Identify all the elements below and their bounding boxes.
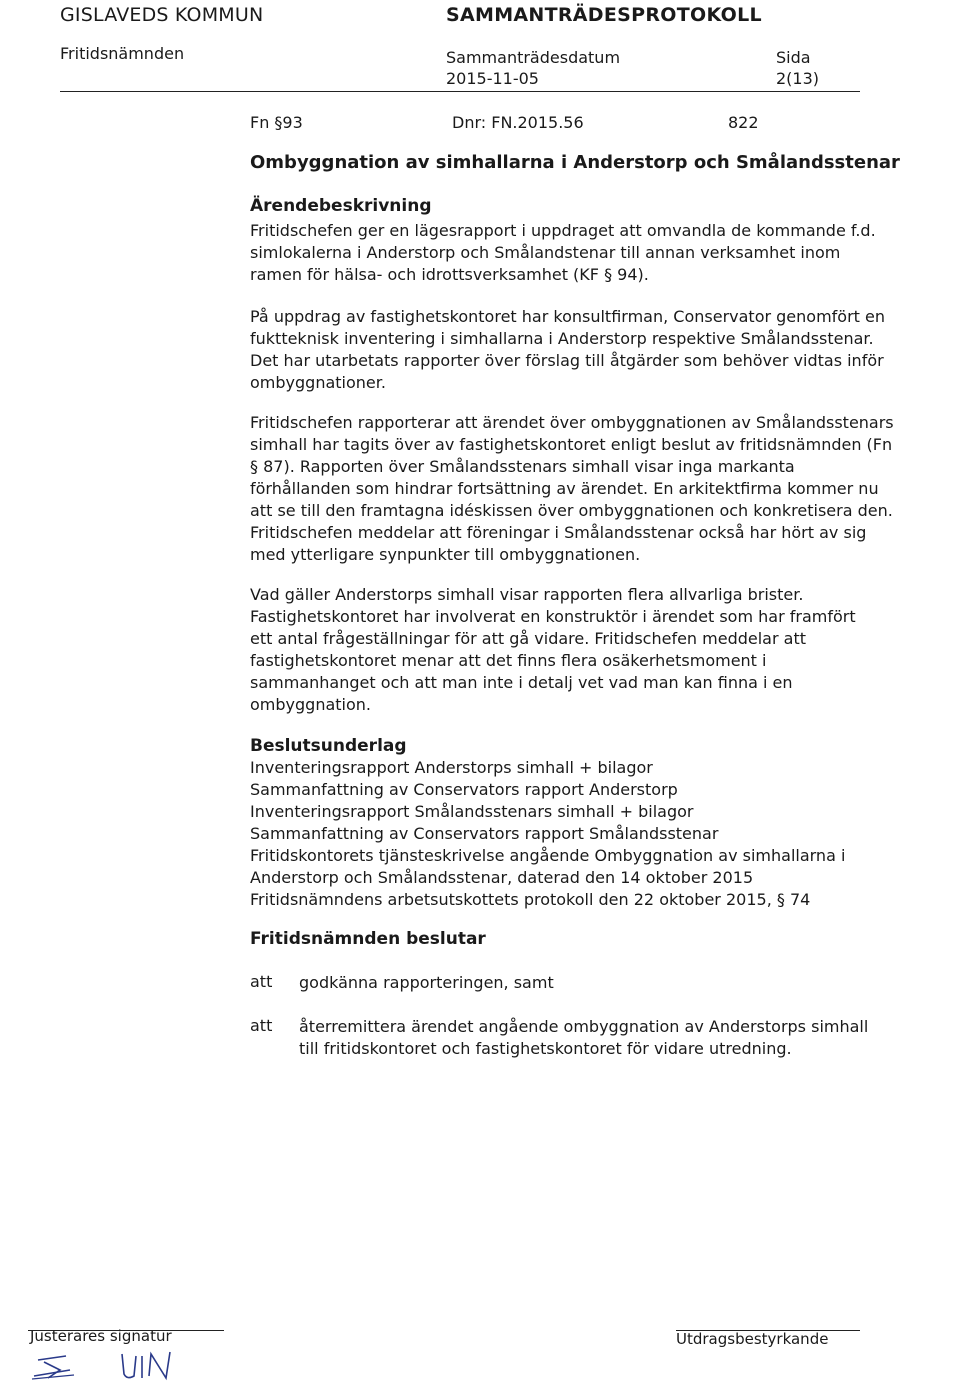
section-heading-beslutsunderlag: Beslutsunderlag <box>250 736 407 756</box>
footer-divider-left <box>28 1330 224 1331</box>
text-line: Det har utarbetats rapporter över förslag till åtgärder som behöver vidtas inför <box>250 351 884 370</box>
list-item: Fritidskontorets tjänsteskrivelse angående Ombyggnation av simhallarna i <box>250 846 846 865</box>
page-label: Sida <box>776 48 811 67</box>
text-line: med ytterligare synpunkter till ombyggnationen. <box>250 545 641 564</box>
list-item: Sammanfattning av Conservators rapport Smålandsstenar <box>250 824 719 843</box>
decision-att-label: att <box>250 972 273 991</box>
diary-number: Dnr: FN.2015.56 <box>452 113 584 132</box>
list-item: Fritidsnämndens arbetsutskottets protokoll den 22 oktober 2015, § 74 <box>250 890 811 909</box>
section-heading-beslutar: Fritidsnämnden beslutar <box>250 929 486 949</box>
list-item: Inventeringsrapport Anderstorps simhall + bilagor <box>250 758 653 777</box>
footer-divider-right <box>676 1330 860 1331</box>
header-divider <box>60 91 860 92</box>
section-heading-arendebeskrivning: Ärendebeskrivning <box>250 196 432 216</box>
text-line: § 87). Rapporten över Smålandsstenars simhall visar inga markanta <box>250 457 795 476</box>
archive-number: 822 <box>728 113 759 132</box>
text-line: Fritidschefen meddelar att föreningar i Smålandsstenar också har hört av sig <box>250 523 867 542</box>
text-line: simlokalerna i Anderstorp och Smålandstenar till annan verksamhet inom <box>250 243 841 262</box>
text-line: fuktteknisk inventering i simhallarna i Anderstorp respektive Smålandsstenar. <box>250 329 874 348</box>
text-line: Fritidschefen ger en lägesrapport i uppdraget att omvandla de kommande f.d. <box>250 221 876 240</box>
decision-basis-list <box>250 757 860 911</box>
page-number: 2(13) <box>776 69 820 88</box>
description-paragraph-3 <box>250 412 894 566</box>
paragraph-reference: Fn §93 <box>250 113 303 132</box>
text-line: Vad gäller Anderstorps simhall visar rapporten flera allvarliga brister. <box>250 585 804 604</box>
description-paragraph-1 <box>250 220 876 286</box>
list-item: Anderstorp och Smålandsstenar, daterad den 14 oktober 2015 <box>250 868 754 887</box>
description-paragraph-4 <box>250 584 860 716</box>
extract-certification-label: Utdragsbestyrkande <box>676 1330 829 1348</box>
signature-drawing <box>30 1348 210 1382</box>
handwritten-signature <box>30 1348 210 1386</box>
text-line: förhållanden som hindrar fortsättning av ärendet. En arkitektfirma kommer nu <box>250 479 879 498</box>
board-name: Fritidsnämnden <box>60 44 185 63</box>
meeting-date-value: 2015-11-05 <box>446 69 539 88</box>
text-line: ett antal frågeställningar för att gå vidare. Fritidschefen meddelar att <box>250 629 806 648</box>
text-line: Fastighetskontoret har involverat en konstruktör i ärendet som har framfört <box>250 607 856 626</box>
meeting-date-label: Sammanträdesdatum <box>446 48 621 67</box>
description-paragraph-2 <box>250 306 885 394</box>
adjuster-signature-label: Justerares signatur <box>30 1327 172 1345</box>
document-title: SAMMANTRÄDESPROTOKOLL <box>446 4 762 26</box>
text-line: fastighetskontoret menar att det finns flera osäkerhetsmoment i <box>250 651 767 670</box>
list-item: Inventeringsrapport Smålandsstenars simhall + bilagor <box>250 802 694 821</box>
text-line: På uppdrag av fastighetskontoret har konsultfirman, Conservator genomfört en <box>250 307 885 326</box>
organization-name: GISLAVEDS KOMMUN <box>60 4 264 26</box>
text-line: Fritidschefen rapporterar att ärendet över ombyggnationen av Smålandsstenars <box>250 413 894 432</box>
text-line: simhall har tagits över av fastighetskontoret enligt beslut av fritidsnämnden (Fn <box>250 435 893 454</box>
text-line: ramen för hälsa- och idrottsverksamhet (KF § 94). <box>250 265 649 284</box>
text-line: sammanhanget och att man inte i detalj vet vad man kan finna i en <box>250 673 793 692</box>
decision-att-label: att <box>250 1016 273 1035</box>
decision-text: återremittera ärendet angående ombyggnation av Anderstorps simhall till fritidskontoret och fastighetskontoret för vidare utredning. <box>299 1017 869 1058</box>
text-line: ombyggnationer. <box>250 373 386 392</box>
text-line: att se till den framtagna idéskissen över ombyggnationen och konkretisera den. <box>250 501 893 520</box>
text-line: ombyggnation. <box>250 695 371 714</box>
case-title: Ombyggnation av simhallarna i Anderstorp och Smålandsstenar <box>250 152 900 173</box>
decision-text: godkänna rapporteringen, samt <box>299 973 554 992</box>
list-item: Sammanfattning av Conservators rapport Anderstorp <box>250 780 678 799</box>
